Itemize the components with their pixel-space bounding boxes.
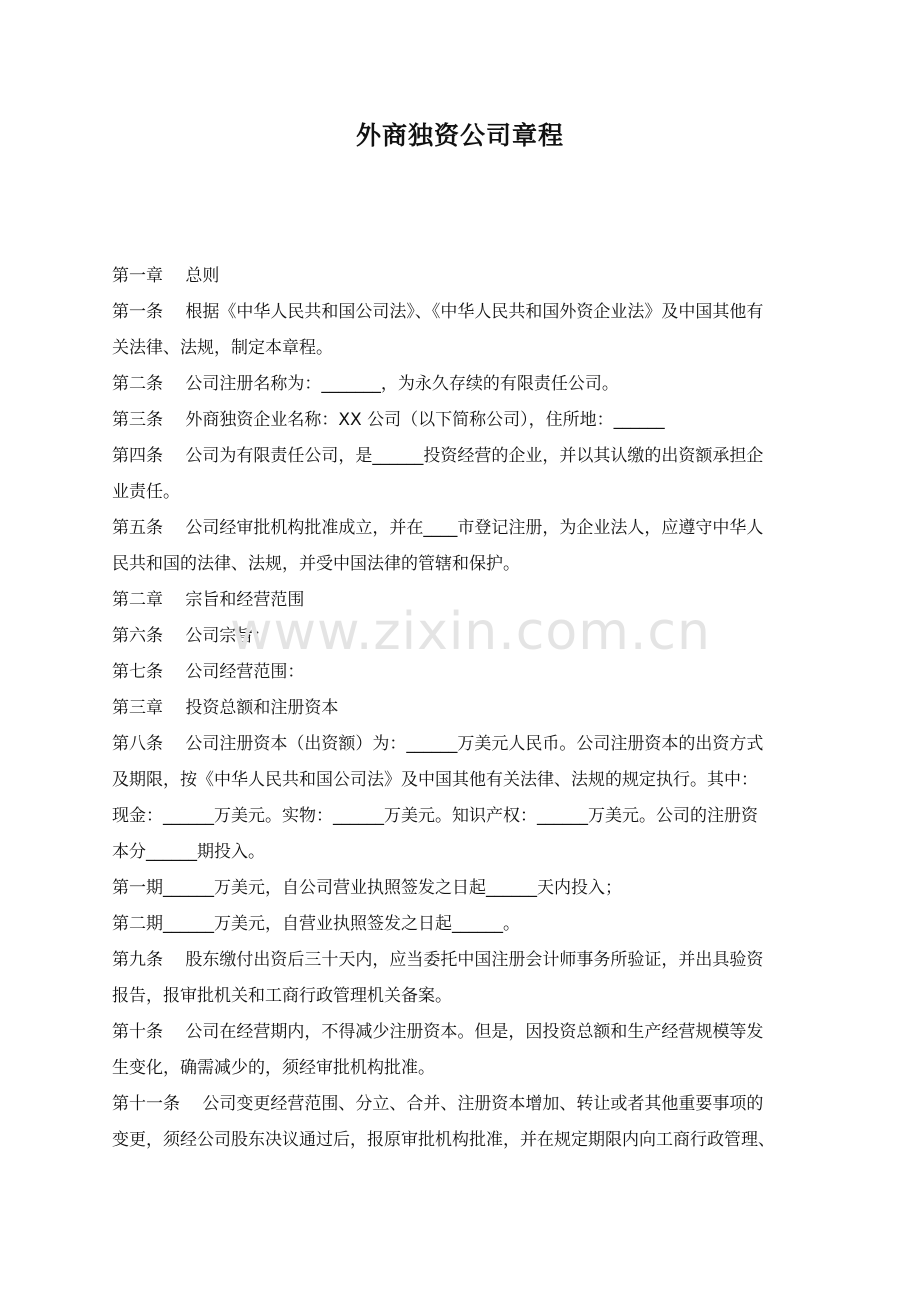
text-line: 第十条 公司在经营期内，不得减少注册资本。但是，因投资总额和生产经营规模等发	[112, 1022, 764, 1042]
text-line: 第三条 外商独资企业名称：XX 公司（以下简称公司），住所地：______	[112, 410, 665, 430]
watermark-text: www.zixin.com.cn	[230, 602, 711, 662]
text-line: 第一章 总则	[112, 266, 220, 286]
document-body	[112, 258, 812, 1158]
text-line: 及期限，按《中华人民共和国公司法》及中国其他有关法律、法规的规定执行。其中：	[112, 770, 758, 790]
text-line: 本分______期投入。	[112, 842, 265, 862]
text-line: 第十一条 公司变更经营范围、分立、合并、注册资本增加、转让或者其他重要事项的	[112, 1094, 764, 1114]
text-line: 第七条 公司经营范围：	[112, 662, 305, 682]
text-line: 业责任。	[112, 482, 180, 502]
text-line: 第六条 公司宗旨：	[112, 626, 271, 646]
text-line: 报告，报审批机关和工商行政管理机关备案。	[112, 986, 452, 1006]
text-line: 第一条 根据《中华人民共和国公司法》、《中华人民共和国外资企业法》及中国其他有	[112, 302, 764, 322]
text-line: 第一期______万美元，自公司营业执照签发之日起______天内投入；	[112, 878, 622, 898]
text-line: 第二期______万美元，自营业执照签发之日起______。	[112, 914, 520, 934]
text-line: 第二章 宗旨和经营范围	[112, 590, 305, 610]
document-title: 外商独资公司章程	[355, 121, 564, 150]
text-line: 第五条 公司经审批机构批准成立，并在____市登记注册，为企业法人，应遵守中华人	[112, 518, 764, 538]
text-line: 第三章 投资总额和注册资本	[112, 698, 339, 718]
text-line: 第八条 公司注册资本（出资额）为：______万美元人民币。公司注册资本的出资方式	[112, 734, 764, 754]
text-line: 民共和国的法律、法规，并受中国法律的管辖和保护。	[112, 554, 520, 574]
text-line: 第二条 公司注册名称为：_______，为永久存续的有限责任公司。	[112, 374, 619, 394]
text-line: 第九条 股东缴付出资后三十天内，应当委托中国注册会计师事务所验证，并出具验资	[112, 950, 764, 970]
text-line: 第四条 公司为有限责任公司，是______投资经营的企业，并以其认缴的出资额承担企	[112, 446, 764, 466]
text-line: 生变化，确需减少的，须经审批机构批准。	[112, 1058, 435, 1078]
text-line: 关法律、法规，制定本章程。	[112, 338, 333, 358]
text-line: 变更，须经公司股东决议通过后，报原审批机构批准，并在规定期限内向工商行政管理、	[112, 1130, 775, 1150]
text-line: 现金：______万美元。实物：______万美元。知识产权：______万美元。公司的注册资	[112, 806, 758, 826]
